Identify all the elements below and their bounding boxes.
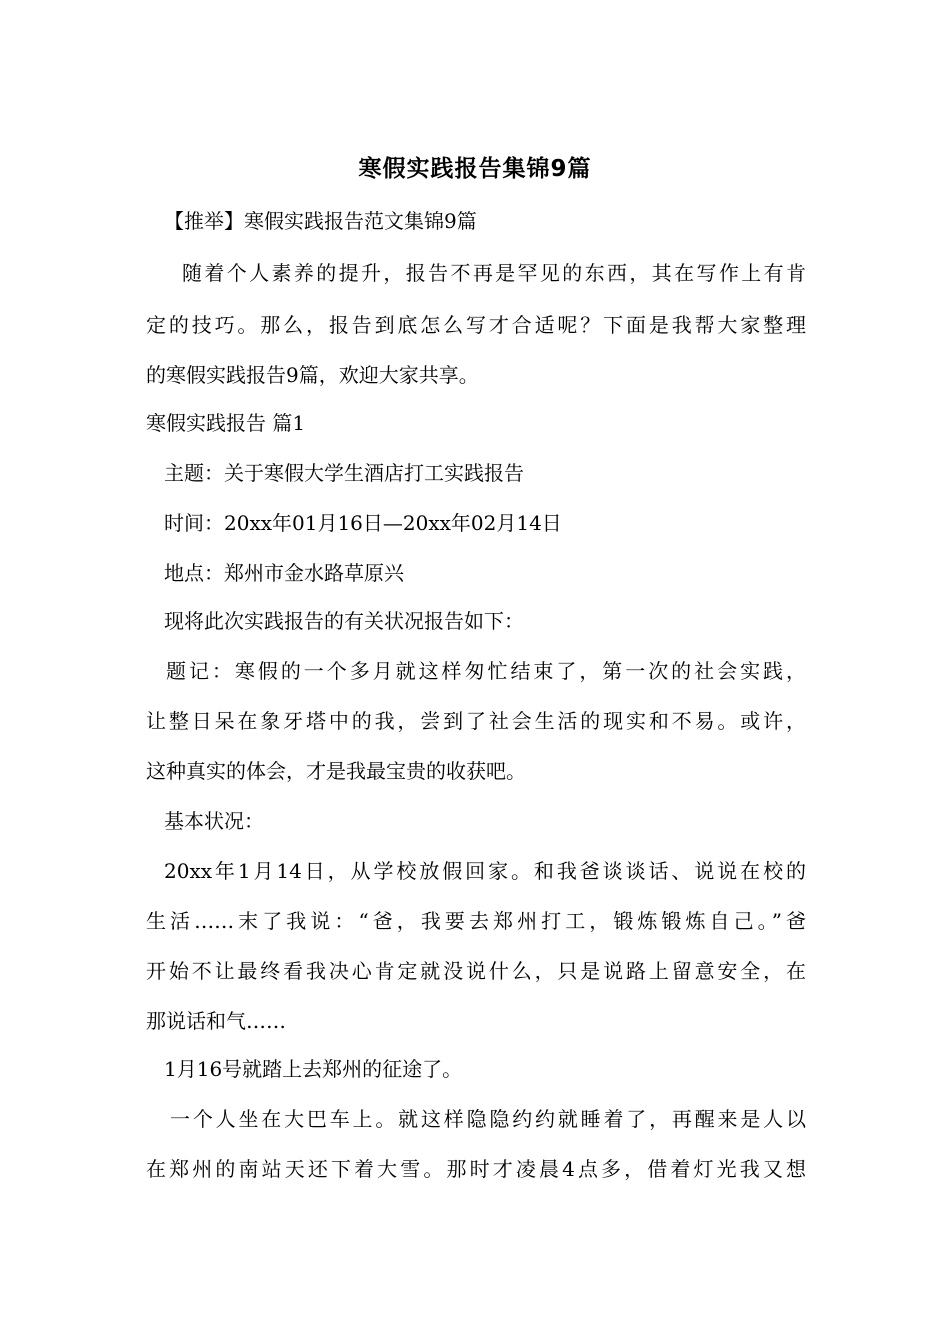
paragraph-line: 20xx年1月14日，从学校放假回家。和我爸谈谈话、说说在校的: [164, 859, 806, 883]
paragraph-line: 一个人坐在大巴车上。就这样隐隐约约就睡着了，再醒来是人以: [170, 1107, 806, 1131]
paragraph-line: 的寒假实践报告9篇，欢迎大家共享。: [146, 363, 479, 387]
paragraph-line: 在郑州的南站天还下着大雪。那时才凌晨4点多，借着灯光我又想: [146, 1157, 806, 1181]
time-line: 时间：20xx年01月16日—20xx年02月14日: [164, 511, 562, 535]
paragraph-line: 那说话和气……: [146, 1009, 286, 1033]
intro-line: 现将此次实践报告的有关状况报告如下：: [164, 609, 524, 633]
document-title: 寒假实践报告集锦9篇: [358, 156, 592, 182]
location-line: 地点：郑州市金水路草原兴: [164, 561, 404, 585]
section-heading: 寒假实践报告 篇1: [146, 411, 306, 435]
paragraph-line: 开始不让最终看我决心肯定就没说什么，只是说路上留意安全，在: [146, 959, 806, 983]
recommend-line: 【推举】寒假实践报告范文集锦9篇: [164, 209, 477, 233]
paragraph-line: 题记：寒假的一个多月就这样匆忙结束了，第一次的社会实践，: [166, 659, 806, 683]
paragraph-line: 这种真实的体会，才是我最宝贵的收获吧。: [146, 759, 526, 783]
subheading-line: 基本状况：: [164, 809, 264, 833]
paragraph-line: 1月16号就踏上去郑州的征途了。: [164, 1057, 463, 1081]
paragraph-line: 定的技巧。那么，报告到底怎么写才合适呢？下面是我帮大家整理: [146, 313, 806, 337]
paragraph-line: 随着个人素养的提升，报告不再是罕见的东西，其在写作上有肯: [182, 261, 806, 285]
paragraph-line: 生活……末了我说：“爸，我要去郑州打工，锻炼锻炼自己。”爸: [146, 909, 806, 933]
paragraph-line: 让整日呆在象牙塔中的我，尝到了社会生活的现实和不易。或许，: [146, 709, 806, 733]
subject-line: 主题：关于寒假大学生酒店打工实践报告: [164, 461, 524, 485]
